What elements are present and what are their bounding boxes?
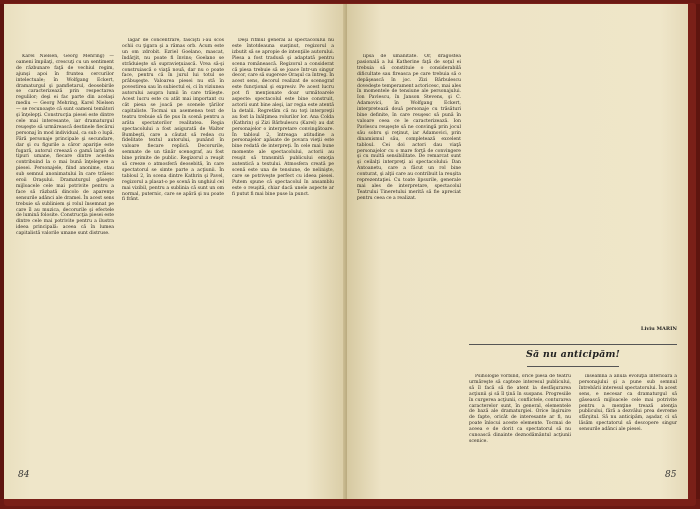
left-col1-text: Karel Nielsen, Georg Mehring) — oameni împilaţi, crescuţi cu un sentiment de răzbunare faţă de vechiul regim, ajunşi apoi în fruntea cercurilor intelectuale; în Wolfgang Eckert, dramaturgul şi pamfletarul, deosebirile se caracterizează prin respectarea regulilor; deşi ei fac parte din acelaşi mediu — Georg Mehring, Karel Nielsen — se recunoaşte că sunt oameni temători şi înţelepţi. Construcţia piesei este dintre cele mai interesante, iar dramaturgul reuşeşte să urmărească destinele fiecărui personaj în mod individual, ca sub o lupă. Fără personaje principale şi secundare, dar şi cu figurile a căror apariţie este fugară, autorul creează o gamă largă de tipuri umane, fiecare dintre acestea contribuind la o mai bună înţelegere a piesei. Personajele, fiind anonime, stau sub semnul anonimatului în care trăiesc eroii Oraşului. Dramaturgul găseşte mijloacele cele mai potrivite pentru a face să răzbată dincolo de aparenţe sensurile adânci ale dramei. În acest sens trebuie să subliniem şi rolul însemnat pe care îl au muzica, decorurile şi efectele de lumină folosite. Construcţia piesei este dintre cele mai potrivite pentru a ilustra ideea principală: aceea că în lumea capitalistă valorile umane sunt distruse. (16, 54, 114, 237)
heading-rule-top (469, 344, 677, 345)
article-signature: Liviu MARIN (640, 326, 677, 332)
page-number-left: 84 (18, 470, 30, 480)
right-page-column-3-bottom (579, 374, 677, 466)
heading-rule-bottom (527, 366, 619, 367)
left-col3-text: Deşi ritmul general al spectacolului nu este întotdeauna susţinut, regizorul a izbutit să se apropie de intenţiile autorului. Piesa a fost tradusă şi adaptată pentru scena românească. Regizorul a considerat că piesa trebuie să se joace într-un singur decor, care să sugereze Oraşul ca întreg. În acest sens, decorul realizat de scenograf este funcţional şi expresiv. Pe acest lucru pot fi menţionate doar următoarele aspecte: spectacolul este bine construit, actorii sunt bine aleşi, iar regia este atentă la detalii. Regretăm că nu toţi interpreţii au fost la înălţimea rolurilor lor. Ana Colda (Kathrin) şi Zizi Bărbulescu (Karel) au dat personajelor o interpretare convingătoare. În tabloul 2, întreaga atitudine a personajelor apăsate de povara vieţii este bine redată de interpreţi. În cele mai bune momente ale spectacolului, actorii au reuşit să transmită publicului emoţia autentică a textului. Atmosfera creată pe scenă este una de tensiune, de nelinişte, care se potriveşte perfect cu ideea piesei. Putem spune că spectacolul în ansamblu este o reuşită, chiar dacă unele aspecte ar fi putut fi mai bine puse la punct. (232, 38, 334, 197)
right-col3-text: înseamnă a anula evoluţia interioară a personajului şi a pune sub semnul întrebării interesul spectatorului. În acest sens, e necesar ca dramaturgul să găsească mijloacele cele mai potrivite pentru a menţine trează atenţia publicului, fără a dezvălui prea devreme sfârşitul. Să nu anticipăm, aşadar, ci să lăsăm spectatorul să descopere singur sensurile adânci ale piesei. (579, 374, 677, 433)
right-page-column-1 (357, 54, 461, 464)
left-page-column-2 (122, 38, 224, 466)
left-col2-text: lagăr de concentrare, fascişti i-au scos ochii cu ţigara şi a rămas orb. Acum este un om zdrobit. Ezriel Goelano, mascat, îndârjit, nu poate fi învins; Goelano se străduieşte să supravieţuiască. Vrea să-şi construiască o viaţă nouă, dar nu o poate face, pentru că în jurul lui totul se prăbuşeşte. Valoarea piesei nu stă în povestirea sau în subiectul ei, ci în viziunea autorului asupra lumii în care trăieşte. Acest lucru este cu atât mai important cu cât piesa se joacă pe scenele ţărilor capitaliste. Tocmai un asemenea text de teatru trebuie să fie pus în scenă pentru a arăta spectatorilor realitatea. Regia spectacolului a fost asigurată de Walter Bumbeşti, care a căutat să redea cu fidelitate textul autorului, punând în valoare fiecare replică. Decorurile, semnate de un tânăr scenograf, au fost bine primite de public. Regizorul a reuşit să creeze o atmosferă deosebită, în care spectatorul se simte parte a acţiunii. În tabloul 2, în scena dintre Kathrin şi Pavel, regizorul a plasat-o pe scenă în unghiul cel mai vizibil, pentru a sublinia că sunt un om normal, puternic, care se apără şi nu poate fi frânt. (122, 38, 224, 203)
right-page-column-2-top (469, 54, 571, 394)
left-page-column-1 (16, 54, 114, 464)
right-page-column-3-top (579, 54, 677, 324)
page-number-right: 85 (665, 470, 677, 480)
right-page (347, 4, 688, 499)
right-col2-text: Psihologie vorbind, orice piesă de teatru urmăreşte să capteze interesul publicului, să îl facă să fie atent la desfăşurarea acţiunii şi să îl ţină în suspans. Progresiile în curgerea acţiunii, conflictele, conturarea caracterelor sunt, în general, elementele de bază ale dramaturgiei. Orice înşiruire de fapte, oricât de interesante ar fi, nu poate înlocui aceste elemente. Tocmai de aceea e de dorit ca spectatorul să nu cunoască dinainte deznodământul acţiunii scenice. (469, 374, 571, 444)
article-heading: Să nu anticipăm! (525, 349, 621, 360)
left-page-column-3 (232, 38, 334, 466)
book-cover-edge-right (696, 4, 700, 499)
left-page (4, 4, 347, 499)
right-col1-text: lipsă de umanitate. Or, dragostea pasională a lui Katherine faţă de soţul ei trebuia să constituie o considerabilă dificultate sau fireasca pe care trebuia să o depăşească în joc. Zizi Bărbulescu dovedeşte temperament actoricesc, mai ales în momentele de tensiune ale personajului. Ion Pavlescu, în Janson Stevens, şi C. Adamovici, în Wolfgang Eckert, interpretează două personaje cu trăsături bine definite, în care reuşesc să pună în valoare ceea ce le caracterizează. Ion Pavlescu reuşeşte să ne convingă prin jocul său sobru şi reţinut, iar Adamovici, prin dinamismul său, completează excelent tabloul. Cei doi actori dau viaţă personajelor cu o mare forţă de convingere şi cu multă sensibilitate. De remarcat sunt şi ceilalţi interpreţi ai spectacolului: Dan Antoanetu, care a făcut un rol bine conturat, şi alţii care au contribuit la reuşita reprezentaţiei. Cu toate lipsurile, generale mai ales de interpretare, spectacolul Teatrului Tineretului merită să fie apreciat pentru ceea ce a realizat. (357, 54, 461, 201)
right-page-column-2-bottom (469, 374, 571, 466)
